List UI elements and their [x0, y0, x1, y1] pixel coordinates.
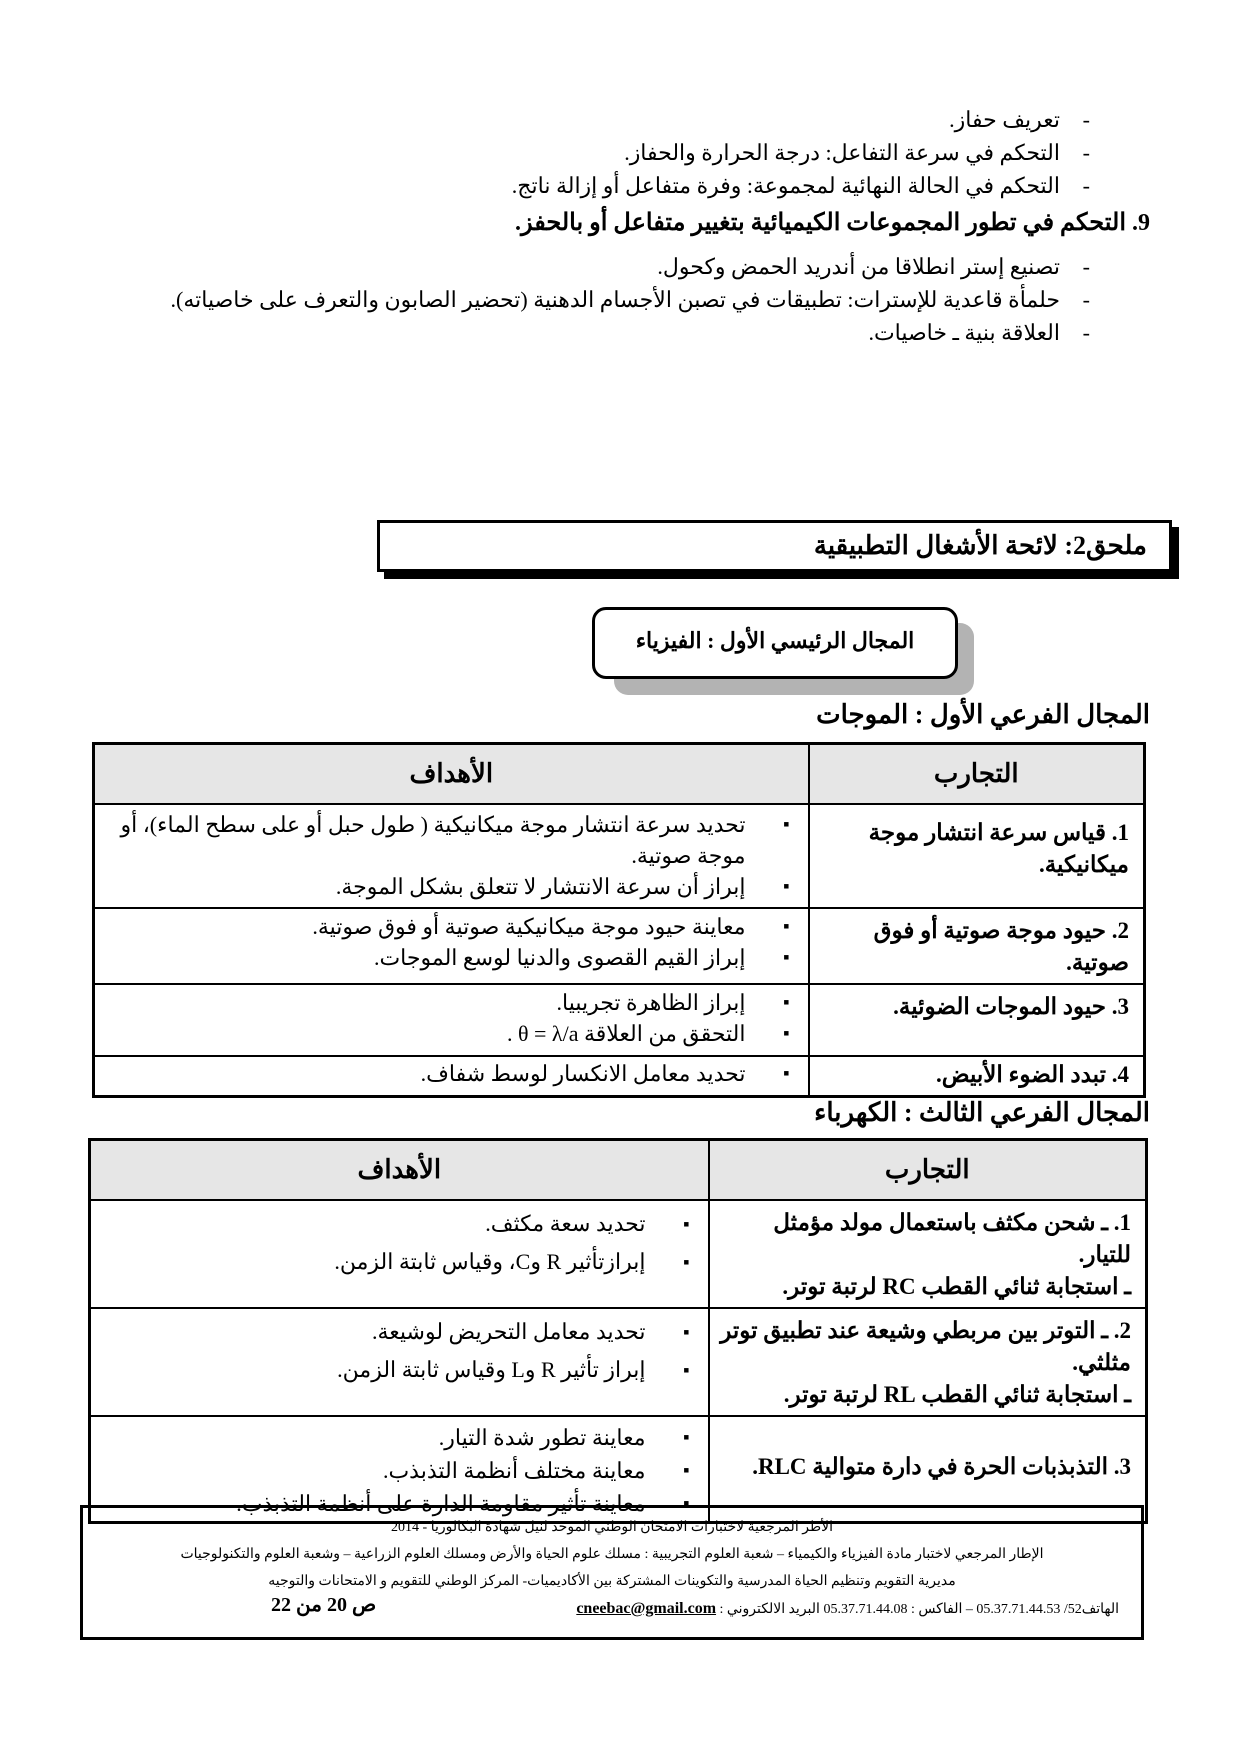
goals-cell	[94, 1056, 809, 1097]
table-header-row	[94, 744, 1145, 805]
list-item-text: تصنيع إستر انطلاقا من أندريد الحمض وكحول.	[657, 254, 1060, 279]
goals-cell	[90, 1308, 709, 1416]
experiment-cell	[709, 1308, 1147, 1416]
goal-item: ▪ إبراز أن سرعة الانتشار لا تتعلق بشكل الموجة.	[105, 871, 794, 902]
waves-heading: المجال الفرعي الأول : الموجات	[816, 700, 1150, 729]
list-item-text: التحكم في سرعة التفاعل: درجة الحرارة والحفاز.	[624, 140, 1060, 165]
goal-item: ▪ تحديد سعة مكثف.	[101, 1205, 694, 1243]
section-9-list	[0, 250, 1240, 349]
dash-marker: -	[1082, 254, 1090, 279]
footer-line-3: مديرية التقويم وتنظيم الحياة المدرسية والتكوينات المشتركة بين الأكاديميات- المركز الوطني للتقويم و الامتحانات والتوجيه	[268, 1574, 956, 1589]
section-9-heading: 9. التحكم في تطور المجموعات الكيميائية بتغيير متفاعل أو بالحفز.	[514, 210, 1150, 236]
list-item	[0, 316, 1240, 349]
table-row	[90, 1308, 1147, 1416]
goal-item: ▪ إبراز الظاهرة تجريبيا.	[105, 987, 794, 1018]
experiment-line: 2. ـ التوتر بين مربطي وشيعة عند تطبيق توتر مثلثي.	[720, 1318, 1131, 1375]
list-item	[0, 283, 1240, 316]
list-item-text: تعريف حفاز.	[949, 107, 1060, 132]
table-row	[94, 908, 1145, 984]
list-item-text: التحكم في الحالة النهائية لمجموعة: وفرة متفاعل أو إزالة ناتج.	[511, 173, 1060, 198]
goals-cell	[90, 1200, 709, 1308]
dash-marker: -	[1082, 140, 1090, 165]
goal-item: ▪ إبرازتأثير R وC، وقياس ثابتة الزمن.	[101, 1243, 694, 1281]
goal-item: ▪ التحقق من العلاقة θ = λ/a .	[105, 1018, 794, 1049]
electricity-heading: المجال الفرعي الثالث : الكهرباء	[814, 1098, 1150, 1127]
goal-item: ▪ معاينة حيود موجة ميكانيكية صوتية أو فوق صوتية.	[105, 911, 794, 942]
experiment-cell: 4. تبدد الضوء الأبيض.	[809, 1056, 1145, 1097]
email-link[interactable]: cneebac@gmail.com	[576, 1600, 717, 1617]
experiment-line: 1. ـ شحن مكثف باستعمال مولد مؤمثل للتيار.	[773, 1210, 1131, 1267]
annex-title-box	[377, 520, 1172, 572]
experiment-cell: 3. حيود الموجات الضوئية.	[809, 984, 1145, 1056]
main-domain-title: المجال الرئيسي الأول : الفيزياء	[635, 628, 915, 653]
goal-item: ▪ إبراز تأثير R وL وقياس ثابتة الزمن.	[101, 1351, 694, 1389]
column-header-experiments: التجارب	[809, 744, 1145, 805]
goals-cell	[94, 804, 809, 908]
goal-item: ▪ معاينة تطور شدة التيار.	[101, 1421, 694, 1454]
goals-cell	[94, 984, 809, 1056]
column-header-experiments: التجارب	[709, 1140, 1147, 1201]
goal-item: ▪ تحديد سرعة انتشار موجة ميكانيكية ( طول حبل أو على سطح الماء)، أو موجة صوتية.	[105, 809, 794, 871]
experiment-cell: 1. قياس سرعة انتشار موجة ميكانيكية.	[809, 804, 1145, 908]
list-item-text: حلمأة قاعدية للإسترات: تطبيقات في تصبن الأجسام الدهنية (تحضير الصابون والتعرف على خاصياته).	[170, 287, 1060, 312]
footer-line-1: الأطر المرجعية لاختبارات الامتحان الوطني الموحد لنيل شهادة البكالوريا - 2014	[391, 1520, 833, 1535]
dash-marker: -	[1082, 107, 1090, 132]
list-item	[0, 250, 1240, 283]
footer-contact-text: الهاتف52/ 05.37.71.44.53 – الفاكس : 05.37.71.44.08 البريد الالكتروني :	[719, 1602, 1119, 1617]
footer-contact	[576, 1595, 1119, 1623]
footer-line-2: الإطار المرجعي لاختبار مادة الفيزياء والكيمياء – شعبة العلوم التجريبية : مسلك علوم الحياة والأرض ومسلك العلوم الزراعية – وشعبة العلوم والتكنولوجيات	[180, 1547, 1044, 1562]
goal-item: ▪ تحديد معامل الانكسار لوسط شفاف.	[105, 1058, 794, 1089]
page-footer	[80, 1505, 1144, 1640]
table-row	[94, 984, 1145, 1056]
dash-marker: -	[1082, 173, 1090, 198]
page-number: ص 20 من 22	[271, 1594, 377, 1616]
column-header-goals: الأهداف	[94, 744, 809, 805]
list-item	[0, 169, 1240, 202]
top-list	[0, 103, 1240, 202]
goal-item: ▪ معاينة مختلف أنظمة التذبذب.	[101, 1454, 694, 1487]
waves-table	[92, 742, 1146, 1098]
electricity-table	[88, 1138, 1148, 1524]
experiment-line: 3. التذبذبات الحرة في دارة متوالية RLC.	[752, 1453, 1131, 1479]
experiment-cell	[709, 1200, 1147, 1308]
footer-line-4	[83, 1595, 1141, 1622]
list-item-text: العلاقة بنية ـ خاصيات.	[868, 320, 1060, 345]
experiment-cell: 2. حيود موجة صوتية أو فوق صوتية.	[809, 908, 1145, 984]
experiment-line: ـ استجابة ثنائي القطب RC لرتبة توتر.	[782, 1274, 1131, 1299]
dash-marker: -	[1082, 287, 1090, 312]
table-header-row	[90, 1140, 1147, 1201]
experiment-line: ـ استجابة ثنائي القطب RL لرتبة توتر.	[783, 1382, 1131, 1407]
column-header-goals: الأهداف	[90, 1140, 709, 1201]
goal-item: ▪ معاينة تأثير مقاومة الدارة على أنظمة التذبذب.	[101, 1487, 694, 1520]
list-item	[0, 136, 1240, 169]
main-domain-box	[592, 607, 958, 679]
list-item	[0, 103, 1240, 136]
dash-marker: -	[1082, 320, 1090, 345]
table-row	[94, 1056, 1145, 1097]
goal-item: ▪ تحديد معامل التحريض لوشيعة.	[101, 1313, 694, 1351]
goal-item: ▪ إبراز القيم القصوى والدنيا لوسع الموجات.	[105, 942, 794, 973]
goals-cell	[94, 908, 809, 984]
table-row	[90, 1200, 1147, 1308]
annex-title: ملحق2: لائحة الأشغال التطبيقية	[813, 531, 1147, 560]
table-row	[94, 804, 1145, 908]
